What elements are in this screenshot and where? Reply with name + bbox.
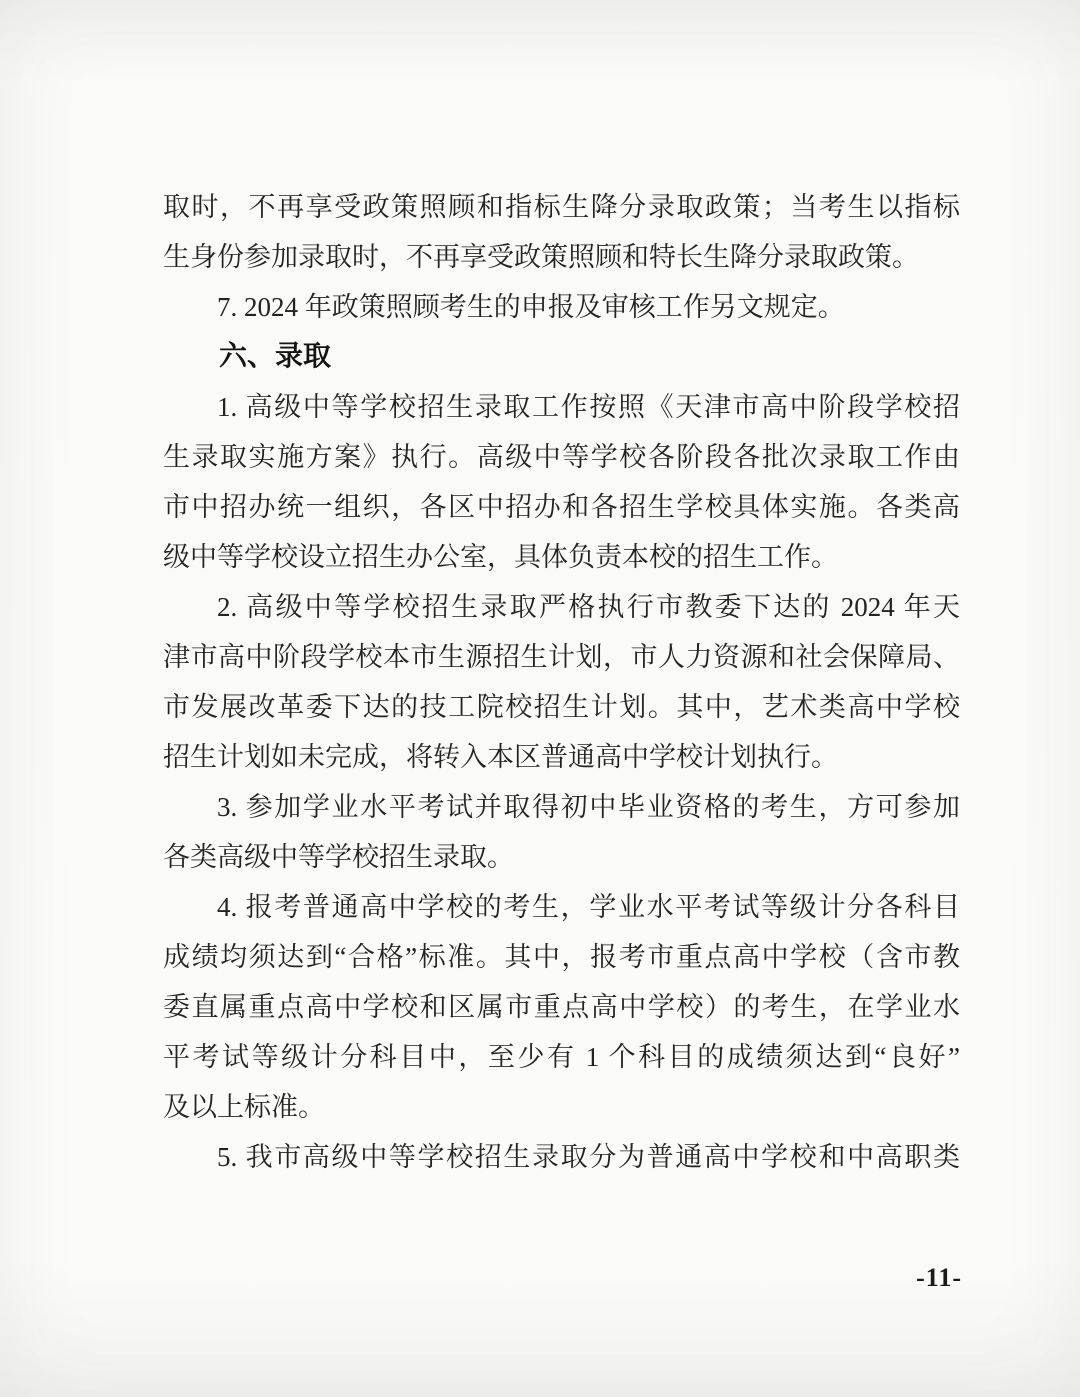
text-line: 招生计划如未完成，将转入本区普通高中学校计划执行。: [163, 742, 838, 772]
text-line: 生身份参加录取时，不再享受政策照顾和特长生降分录取政策。: [163, 242, 919, 272]
text-line: 各类高级中等学校招生录取。: [163, 842, 514, 872]
paragraph: [163, 582, 960, 782]
text-line: 市中招办统一组织，各区中招办和各招生学校具体实施。各类高: [163, 492, 960, 522]
paragraph: [163, 382, 960, 582]
text-line: 津市高中阶段学校本市生源招生计划，市人力资源和社会保障局、: [163, 642, 960, 672]
text-line: 成绩均须达到“合格”标准。其中，报考市重点高中学校（含市教: [163, 942, 960, 972]
section-heading: [163, 332, 960, 382]
text-line: 级中等学校设立招生办公室，具体负责本校的招生工作。: [163, 542, 838, 572]
paragraph: [163, 182, 960, 282]
page-number: -11-: [916, 1263, 962, 1292]
text-line: 市发展改革委下达的技工院校招生计划。其中，艺术类高中学校: [163, 692, 960, 722]
text-line: 委直属重点高中学校和区属市重点高中学校）的考生，在学业水: [163, 992, 960, 1022]
text-line: 1. 高级中等学校招生录取工作按照《天津市高中阶段学校招: [217, 392, 960, 422]
document-body: [163, 182, 960, 1182]
text-line: 平考试等级计分科目中，至少有 1 个科目的成绩须达到“良好”: [163, 1042, 960, 1072]
text-line: 5. 我市高级中等学校招生录取分为普通高中学校和中高职类: [217, 1142, 960, 1172]
paragraph: [163, 282, 960, 332]
paragraph: [163, 1132, 960, 1182]
text-line: 4. 报考普通高中学校的考生，学业水平考试等级计分各科目: [217, 892, 960, 922]
text-line: 7. 2024 年政策照顾考生的申报及审核工作另文规定。: [217, 292, 845, 322]
paragraph: [163, 782, 960, 882]
text-line: 及以上标准。: [163, 1092, 325, 1122]
text-line: 取时，不再享受政策照顾和指标生降分录取政策；当考生以指标: [163, 192, 960, 222]
text-line: 2. 高级中等学校招生录取严格执行市教委下达的 2024 年天: [217, 592, 960, 622]
text-line: 3. 参加学业水平考试并取得初中毕业资格的考生，方可参加: [217, 792, 960, 822]
heading-line: 六、录取: [219, 341, 332, 372]
paragraph: [163, 882, 960, 1132]
text-line: 生录取实施方案》执行。高级中等学校各阶段各批次录取工作由: [163, 442, 960, 472]
